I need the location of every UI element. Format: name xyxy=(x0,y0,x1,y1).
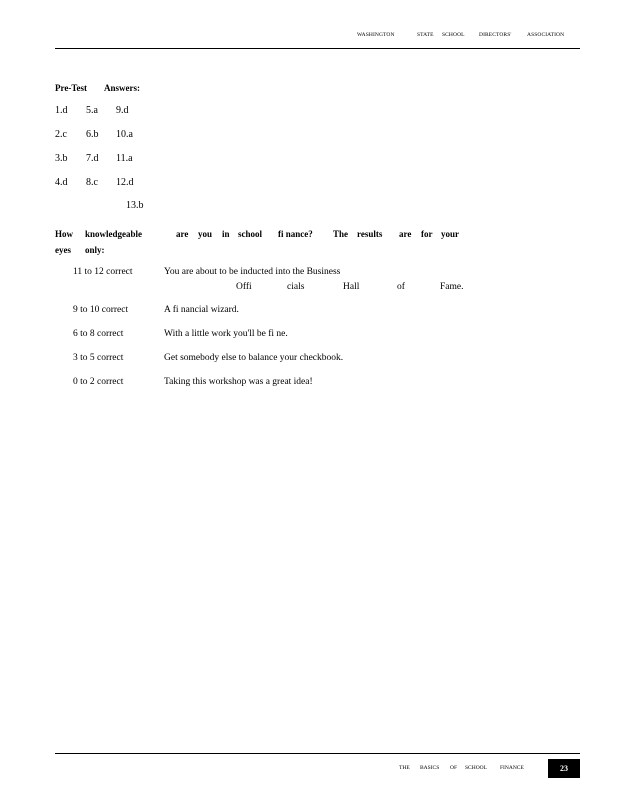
answer-item: 8.c xyxy=(86,177,98,188)
answer-item: 3.b xyxy=(55,153,68,164)
question-word: school xyxy=(238,229,263,239)
pretest-title-answers: Answers: xyxy=(104,83,140,93)
question-word: are xyxy=(399,229,412,239)
question-word: you xyxy=(198,229,213,239)
result-description: A fi nancial wizard. xyxy=(164,305,239,315)
result-description-cont: Hall xyxy=(343,282,360,292)
question-word: for xyxy=(421,229,433,239)
question-word: knowledgeable xyxy=(85,229,143,239)
question-word: How xyxy=(55,229,73,239)
header-word: SCHOOL xyxy=(442,32,465,38)
result-description: You are about to be inducted into the Business xyxy=(164,267,341,277)
result-description: With a little work you'll be fi ne. xyxy=(164,329,288,339)
result-range: 6 to 8 correct xyxy=(73,329,124,339)
answer-item: 9.d xyxy=(116,105,129,116)
question-word: are xyxy=(176,229,189,239)
answer-item: 6.b xyxy=(86,129,99,140)
answer-item: 5.a xyxy=(86,105,98,116)
answer-item: 4.d xyxy=(55,177,68,188)
question-word: your xyxy=(441,229,459,239)
result-description-cont: of xyxy=(397,282,405,292)
answer-item: 11.a xyxy=(116,153,133,164)
answer-item: 10.a xyxy=(116,129,133,140)
answer-item: 1.d xyxy=(55,105,68,116)
result-description-cont: Offi xyxy=(236,282,252,292)
answer-item: 2.c xyxy=(55,129,67,140)
result-description: Get somebody else to balance your checkbook. xyxy=(164,353,344,363)
question-word: in xyxy=(222,229,230,239)
header-word: STATE xyxy=(417,32,434,38)
result-description-cont: cials xyxy=(287,282,305,292)
page-number: 23 xyxy=(548,759,580,778)
header-word: DIRECTORS' xyxy=(479,32,512,38)
result-description-cont: Fame. xyxy=(440,282,464,292)
result-description: Taking this workshop was a great idea! xyxy=(164,377,313,387)
result-range: 9 to 10 correct xyxy=(73,305,129,315)
answer-item: 13.b xyxy=(126,200,144,211)
question-word: results xyxy=(357,229,383,239)
result-range: 11 to 12 correct xyxy=(73,267,133,277)
result-range: 3 to 5 correct xyxy=(73,353,124,363)
footer-rule xyxy=(55,753,580,754)
header-word: ASSOCIATION xyxy=(527,32,565,38)
answer-item: 12.d xyxy=(116,177,134,188)
footer-word: THE xyxy=(399,765,410,771)
footer-word: FINANCE xyxy=(500,765,524,771)
pretest-title: Pre-Test xyxy=(55,83,87,93)
question-word: fi nance? xyxy=(278,229,313,239)
answer-item: 7.d xyxy=(86,153,99,164)
question-word: The xyxy=(333,229,349,239)
footer-word: OF xyxy=(450,765,458,771)
header-rule xyxy=(55,48,580,49)
footer-word: SCHOOL xyxy=(465,765,488,771)
result-range: 0 to 2 correct xyxy=(73,377,124,387)
header-word: WASHINGTON xyxy=(357,32,395,38)
question-word: only: xyxy=(85,245,105,255)
footer-word: BASICS xyxy=(420,765,440,771)
question-word: eyes xyxy=(55,245,71,255)
